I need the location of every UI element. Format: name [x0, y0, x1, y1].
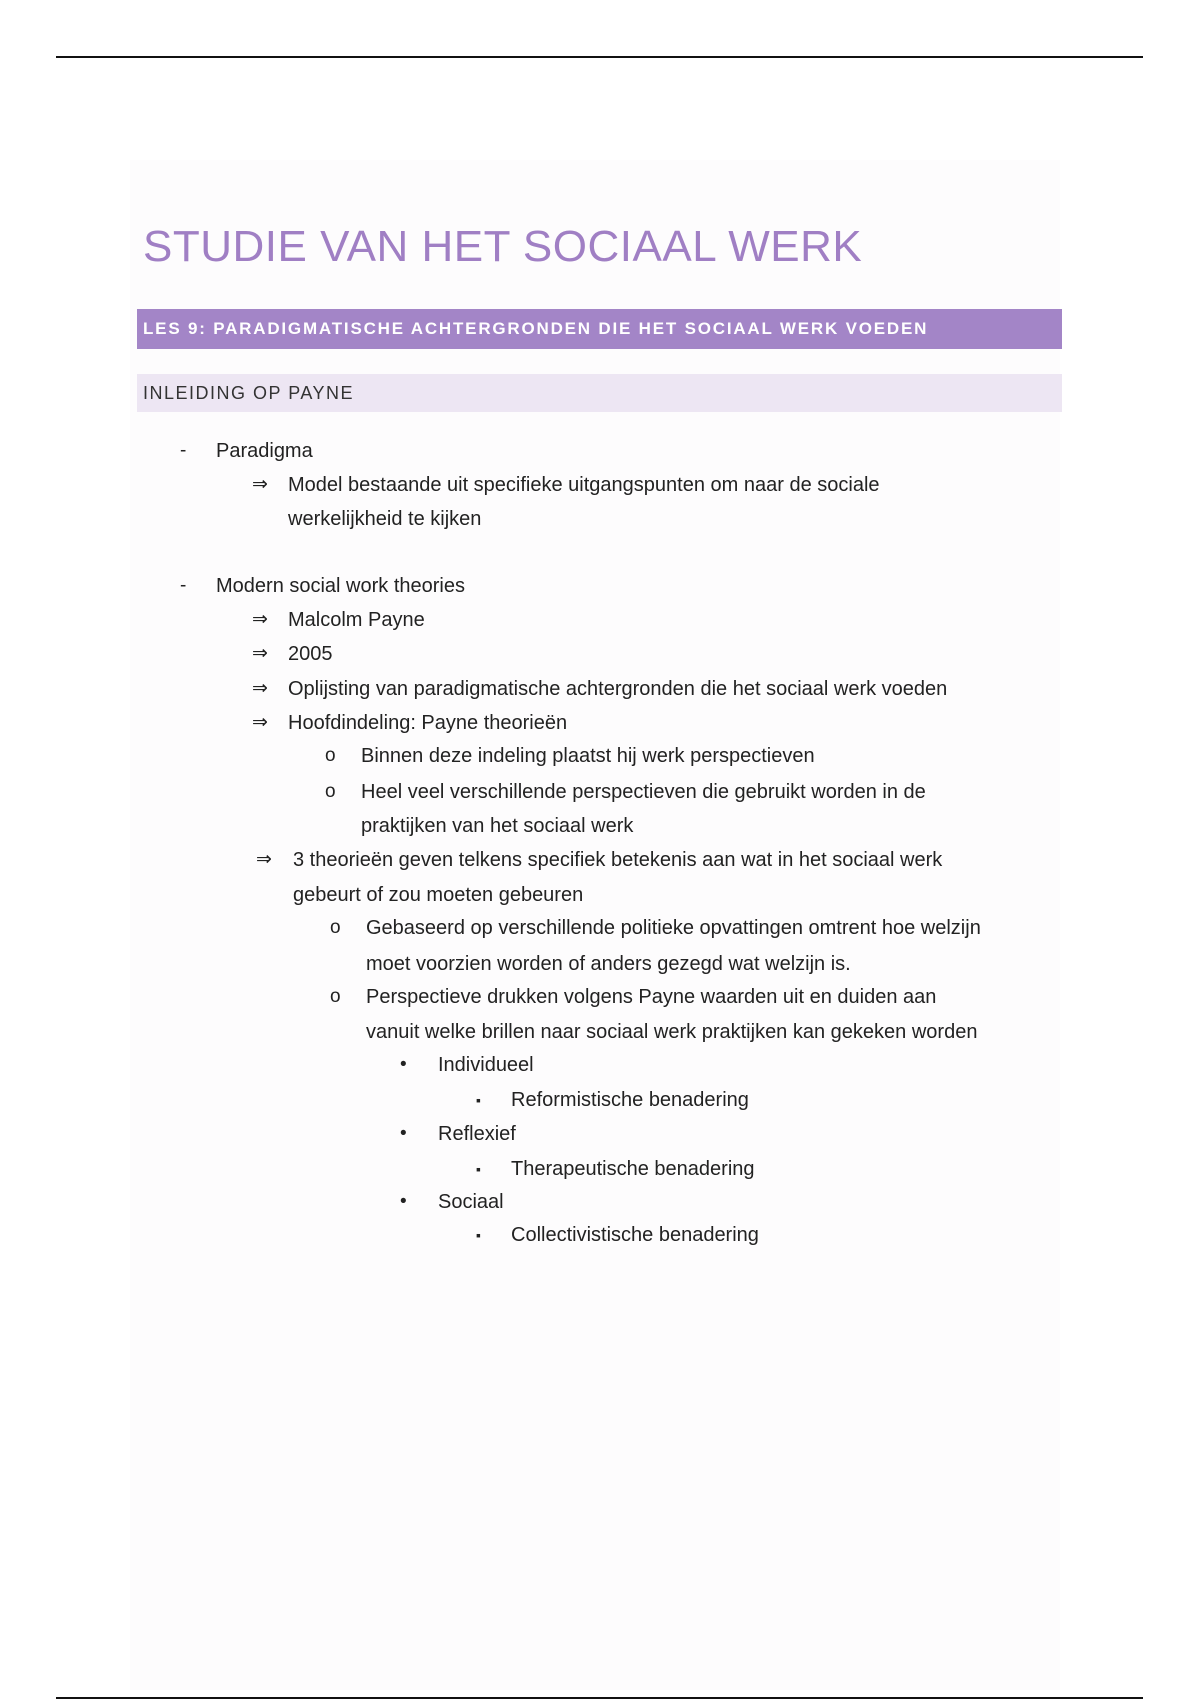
- circle-bullet: o: [330, 986, 341, 1007]
- circle-bullet: o: [325, 781, 336, 802]
- square-bullet: ▪: [476, 1227, 481, 1243]
- square-bullet: ▪: [476, 1092, 481, 1108]
- footer-rule: [56, 1697, 1143, 1699]
- square-bullet: ▪: [476, 1161, 481, 1177]
- document-title: STUDIE VAN HET SOCIAAL WERK: [143, 222, 863, 271]
- arrow-bullet-icon: ⇒: [256, 849, 272, 870]
- heading-section: INLEIDING OP PAYNE: [137, 374, 1062, 412]
- list-item: Gebaseerd op verschillende politieke opvattingen omtrent hoe welzijn: [366, 917, 981, 939]
- list-item: Therapeutische benadering: [511, 1158, 755, 1180]
- list-item: werkelijkheid te kijken: [288, 508, 482, 530]
- arrow-bullet-icon: ⇒: [252, 643, 268, 664]
- list-item: Hoofdindeling: Payne theorieën: [288, 712, 568, 734]
- circle-bullet: o: [330, 917, 341, 938]
- dash-bullet: -: [180, 440, 187, 461]
- list-item: Oplijsting van paradigmatische achtergronden die het sociaal werk voeden: [288, 678, 948, 700]
- list-item: praktijken van het sociaal werk: [361, 815, 634, 837]
- dash-bullet: -: [180, 575, 187, 596]
- list-item: gebeurt of zou moeten gebeuren: [293, 884, 584, 906]
- round-bullet: •: [400, 1054, 407, 1075]
- header-rule: [56, 56, 1143, 58]
- circle-bullet: o: [325, 745, 336, 766]
- list-item: Reformistische benadering: [511, 1089, 749, 1111]
- list-item: Modern social work theories: [216, 575, 465, 597]
- list-item: Binnen deze indeling plaatst hij werk perspectieven: [361, 745, 815, 767]
- list-item: Sociaal: [438, 1191, 504, 1213]
- round-bullet: •: [400, 1123, 407, 1144]
- arrow-bullet-icon: ⇒: [252, 712, 268, 733]
- round-bullet: •: [400, 1191, 407, 1212]
- list-item: Model bestaande uit specifieke uitgangspunten om naar de sociale: [288, 474, 880, 496]
- list-item: moet voorzien worden of anders gezegd wat welzijn is.: [366, 953, 851, 975]
- arrow-bullet-icon: ⇒: [252, 474, 268, 495]
- list-item: 2005: [288, 643, 333, 665]
- list-item: Reflexief: [438, 1123, 516, 1145]
- list-item: 3 theorieën geven telkens specifiek betekenis aan wat in het sociaal werk: [293, 849, 943, 871]
- arrow-bullet-icon: ⇒: [252, 609, 268, 630]
- list-item: Perspectieve drukken volgens Payne waarden uit en duiden aan: [366, 986, 937, 1008]
- heading-lesson: LES 9: PARADIGMATISCHE ACHTERGRONDEN DIE HET SOCIAAL WERK VOEDEN: [137, 309, 1062, 349]
- arrow-bullet-icon: ⇒: [252, 678, 268, 699]
- list-item: Paradigma: [216, 440, 313, 462]
- list-item: vanuit welke brillen naar sociaal werk praktijken kan gekeken worden: [366, 1021, 978, 1043]
- list-item: Heel veel verschillende perspectieven die gebruikt worden in de: [361, 781, 926, 803]
- list-item: Malcolm Payne: [288, 609, 425, 631]
- list-item: Collectivistische benadering: [511, 1224, 759, 1246]
- list-item: Individueel: [438, 1054, 534, 1076]
